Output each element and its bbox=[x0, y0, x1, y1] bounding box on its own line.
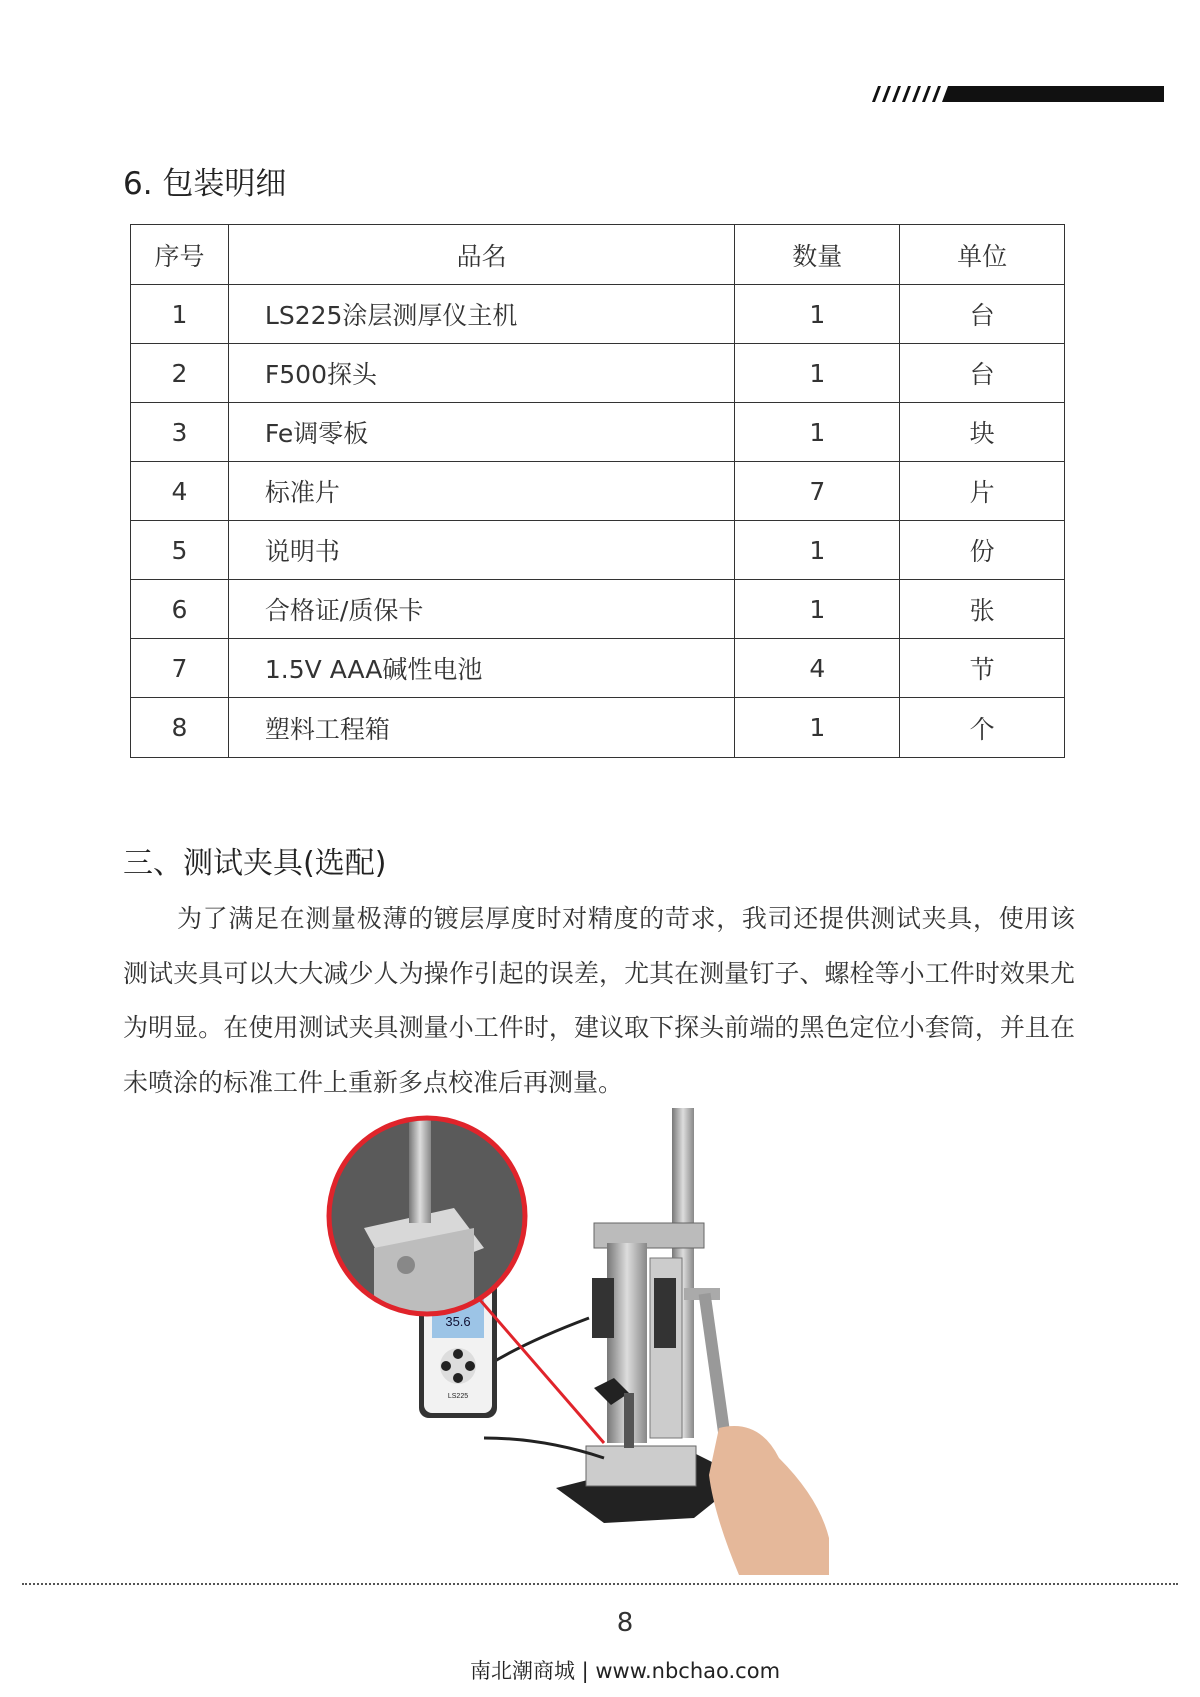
section-title-packing-list: 6. 包装明细 bbox=[123, 166, 287, 202]
cell-quantity: 7 bbox=[735, 462, 900, 521]
cell-unit: 节 bbox=[900, 639, 1065, 698]
cell-quantity: 1 bbox=[735, 698, 900, 758]
table-row bbox=[131, 580, 1065, 639]
cell-index: 2 bbox=[131, 344, 229, 403]
cell-item-name: 说明书 bbox=[228, 521, 734, 580]
cell-item-name: 标准片 bbox=[228, 462, 734, 521]
cell-index: 1 bbox=[131, 285, 229, 344]
header-stripe-decoration bbox=[868, 86, 1164, 102]
cell-quantity: 1 bbox=[735, 580, 900, 639]
fixture-description: 为了满足在测量极薄的镀层厚度时对精度的苛求，我司还提供测试夹具，使用该测试夹具可以大大减少人为操作引起的误差，尤其在测量钉子、螺栓等小工件时效果尤为明显。在使用测试夹具测量小工件时，建议取下探头前端的黑色定位小套筒，并且在未喷涂的标准工件上重新多点校准后再测量。 bbox=[123, 904, 1075, 1097]
packing-list-table bbox=[130, 224, 1065, 758]
cell-unit: 台 bbox=[900, 285, 1065, 344]
cell-unit: 张 bbox=[900, 580, 1065, 639]
cell-item-name: 合格证/质保卡 bbox=[228, 580, 734, 639]
cell-index: 8 bbox=[131, 698, 229, 758]
cell-item-name: Fe调零板 bbox=[228, 403, 734, 462]
table-row bbox=[131, 521, 1065, 580]
cell-item-name: F500探头 bbox=[228, 344, 734, 403]
cell-unit: 个 bbox=[900, 698, 1065, 758]
cell-index: 5 bbox=[131, 521, 229, 580]
cell-index: 序号 bbox=[131, 225, 229, 285]
cell-quantity: 1 bbox=[735, 403, 900, 462]
cell-item-name: 塑料工程箱 bbox=[228, 698, 734, 758]
cell-quantity: 1 bbox=[735, 285, 900, 344]
cell-quantity: 4 bbox=[735, 639, 900, 698]
cell-unit: 份 bbox=[900, 521, 1065, 580]
footer-site: 南北潮商城 | www.nbchao.com bbox=[469, 1659, 781, 1683]
cell-index: 7 bbox=[131, 639, 229, 698]
table-row bbox=[131, 462, 1065, 521]
cell-quantity: 1 bbox=[735, 521, 900, 580]
cell-quantity: 1 bbox=[735, 344, 900, 403]
table-row bbox=[131, 639, 1065, 698]
cell-unit: 单位 bbox=[900, 225, 1065, 285]
section-title-test-fixture: 三、测试夹具(选配) bbox=[123, 846, 387, 881]
cell-index: 4 bbox=[131, 462, 229, 521]
cell-unit: 块 bbox=[900, 403, 1065, 462]
table-row bbox=[131, 344, 1065, 403]
cell-index: 3 bbox=[131, 403, 229, 462]
cell-item-name: 品名 bbox=[228, 225, 734, 285]
cell-unit: 台 bbox=[900, 344, 1065, 403]
cell-quantity: 数量 bbox=[735, 225, 900, 285]
test-fixture-photo bbox=[324, 1108, 898, 1575]
table-row bbox=[131, 285, 1065, 344]
cell-unit: 片 bbox=[900, 462, 1065, 521]
table-row bbox=[131, 698, 1065, 758]
cell-item-name: 1.5V AAA碱性电池 bbox=[228, 639, 734, 698]
cell-index: 6 bbox=[131, 580, 229, 639]
device-model: LS225 bbox=[447, 1393, 469, 1400]
footer-divider bbox=[22, 1583, 1178, 1585]
cell-item-name: LS225涂层测厚仪主机 bbox=[228, 285, 734, 344]
table-header-row bbox=[131, 225, 1065, 285]
table-row bbox=[131, 403, 1065, 462]
page-number: 8 bbox=[616, 1608, 634, 1638]
device-reading: 35.6 bbox=[445, 1314, 471, 1329]
